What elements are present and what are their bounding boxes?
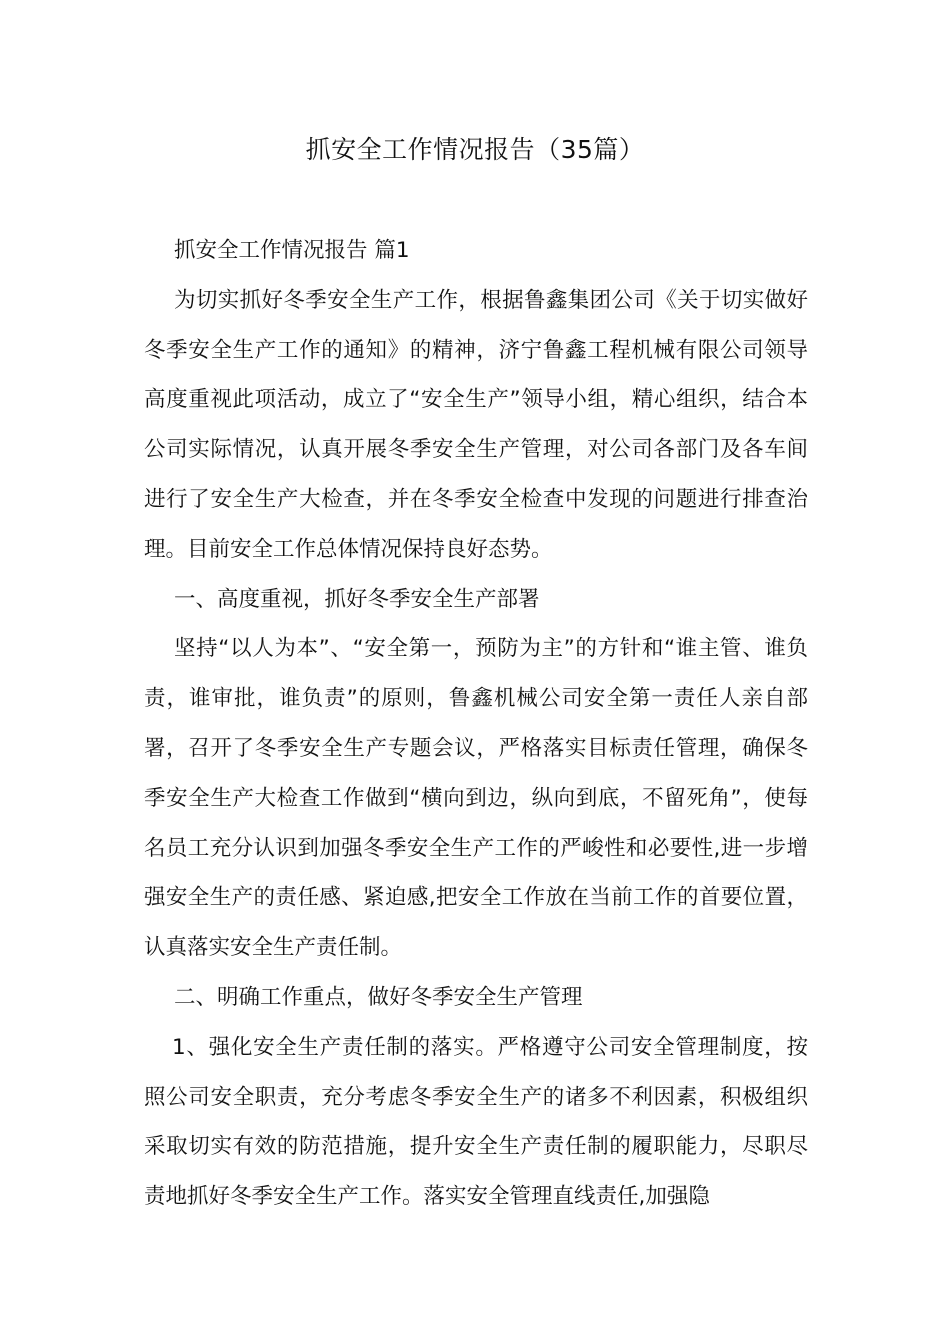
body-paragraph: 1、强化安全生产责任制的落实。严格遵守公司安全管理制度，按照公司安全职责，充分考虑冬季安全生产的诸多不利因素，积极组织采取切实有效的防范措施，提升安全生产责任制的履职能力，尽职尽责地抓好冬季安全生产工作。落实安全管理直线责任,加强隐 [144,1034,808,1210]
document-title: 抓安全工作情况报告（35篇） [305,135,645,164]
section-heading: 抓安全工作情况报告 篇1 [174,238,410,263]
body-paragraph: 坚持“以人为本”、“安全第一，预防为主”的方针和“谁主管、谁负责，谁审批，谁负责”的原则，鲁鑫机械公司安全第一责任人亲自部署，召开了冬季安全生产专题会议，严格落实目标责任管理，确保冬季安全生产大检查工作做到“横向到边，纵向到底，不留死角”，使每名员工充分认识到加强冬季安全生产工作的严峻性和必要性,进一步增强安全生产的责任感、紧迫感,把安全工作放在当前工作的首要位置，认真落实安全生产责任制。 [144,636,808,961]
body-paragraph: 为切实抓好冬季安全生产工作，根据鲁鑫集团公司《关于切实做好冬季安全生产工作的通知》的精神，济宁鲁鑫工程机械有限公司领导高度重视此项活动，成立了“安全生产”领导小组，精心组织，结合本公司实际情况，认真开展冬季安全生产管理，对公司各部门及各车间进行了安全生产大检查，并在冬季安全检查中发现的问题进行排查治理。目前安全工作总体情况保持良好态势。 [144,287,808,562]
section-heading: 一、高度重视，抓好冬季安全生产部署 [174,586,540,612]
document-body [144,226,808,1222]
section-heading: 二、明确工作重点，做好冬季安全生产管理 [174,984,583,1010]
